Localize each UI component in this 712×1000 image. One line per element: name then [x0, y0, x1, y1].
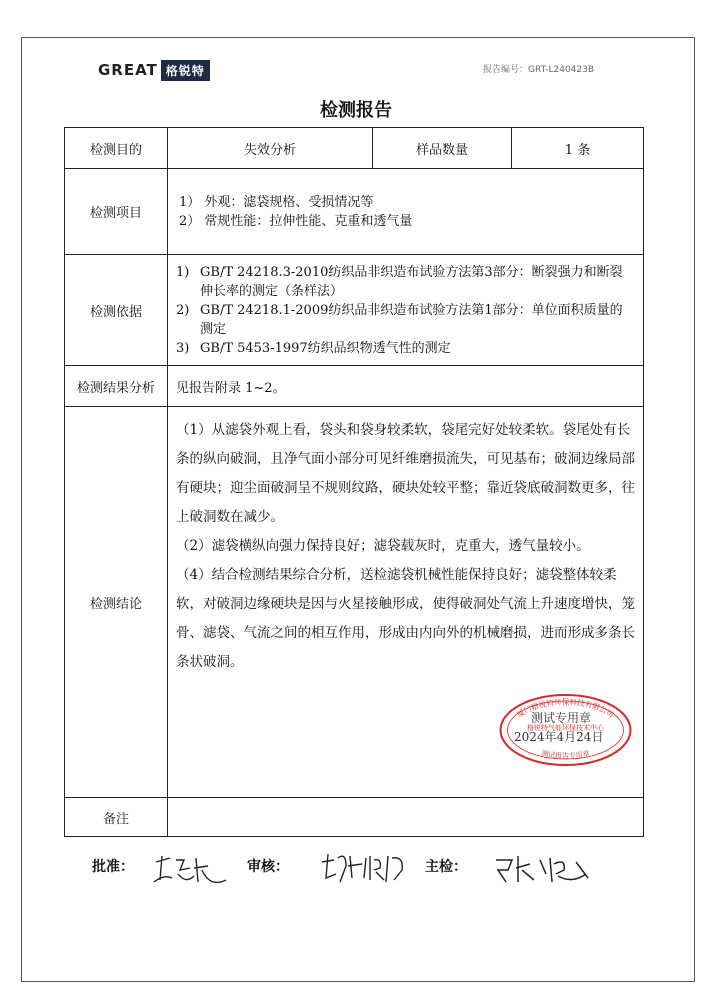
- purpose-row: [65, 128, 644, 169]
- items-list: [168, 193, 643, 231]
- conclusion-paragraph: （4）结合检测结果综合分析，送检滤袋机械性能保持良好；滤袋整体较柔软，对破洞边缘硬块是因与火星接触形成，使得破洞处气流上升速度增快，笼骨、滤袋、气流之间的相互作用，形成由内向外的机械磨损，进而形成多条长条状破洞。: [176, 567, 635, 670]
- analysis-label: 检测结果分析: [65, 366, 168, 407]
- conclusion-paragraph: （2）滤袋横纵向强力保持良好；滤袋载灰时，克重大，透气量较小。: [176, 538, 590, 554]
- list-text: GB/T 24218.3-2010纺织品非织造布试验方法第3部分：断裂强力和断裂伸长率的测定（条样法）: [200, 264, 623, 299]
- stamp-date: 2024年4月24日: [514, 730, 604, 744]
- list-number: 3): [176, 340, 190, 356]
- reviewer-signature: [318, 848, 410, 892]
- conclusion-cell: [168, 407, 644, 798]
- stamp-sub: 格锐特气能环保技术中心: [527, 724, 604, 732]
- stamp-title: 测试专用章: [531, 711, 592, 725]
- conclusion-text: [168, 416, 643, 677]
- basis-row: [65, 255, 644, 366]
- items-row: [65, 169, 644, 255]
- stamp-org: 厦门格锐特环保科技有限公司: [515, 697, 616, 720]
- items-cell: [168, 169, 644, 255]
- purpose-label: 检测目的: [65, 128, 168, 169]
- qty-label: 样品数量: [373, 128, 512, 169]
- approver-signature: [150, 848, 232, 892]
- remark-value: [168, 798, 644, 837]
- basis-label: 检测依据: [65, 255, 168, 366]
- items-label: 检测项目: [65, 169, 168, 255]
- conclusion-wrap: [168, 407, 643, 797]
- report-number: 报告编号：GRT-L240423B: [483, 65, 595, 75]
- logo-english: GREAT: [98, 61, 158, 79]
- remark-row: [65, 798, 644, 837]
- stamp-bottom: 测试报告专用章: [540, 749, 591, 761]
- review-label: 审核：: [247, 859, 289, 875]
- company-logo: [98, 60, 210, 80]
- svg-text:测试报告专用章: [541, 748, 591, 760]
- report-table: [64, 127, 644, 837]
- conclusion-paragraph: （1）从滤袋外观上看，袋头和袋身较柔软，袋尾完好处较柔软。袋尾处有长条的纵向破洞，且净气面小部分可见纤维磨损流失，可见基布；破洞边缘局部有硬块；迎尘面破洞呈不规则纹路，硬块处较平整；靠近袋底破洞数更多，往上破洞数在减少。: [176, 422, 635, 525]
- list-number: 2): [176, 302, 190, 318]
- analysis-row: [65, 366, 644, 407]
- list-number: 1): [176, 264, 190, 280]
- conclusion-label: 检测结论: [65, 407, 168, 798]
- list-item: 1） 外观：滤袋规格、受损情况等: [179, 194, 374, 210]
- qty-value: 1 条: [512, 128, 644, 169]
- inspector-signature: [492, 848, 602, 892]
- list-item: 2） 常规性能：拉伸性能、克重和透气量: [179, 213, 413, 229]
- approve-label: 批准：: [92, 859, 134, 875]
- page-title: 检测报告: [320, 100, 392, 121]
- remark-label: 备注: [65, 798, 168, 837]
- list-item: [168, 339, 635, 358]
- list-text: GB/T 24218.1-2009纺织品非织造布试验方法第1部分：单位面积质量的测定: [200, 302, 623, 337]
- list-item: [168, 301, 635, 339]
- signature-bar: [92, 848, 632, 892]
- list-item: [168, 263, 635, 301]
- inspect-label: 主检：: [425, 859, 467, 875]
- list-text: GB/T 5453-1997纺织品织物透气性的测定: [200, 340, 451, 356]
- basis-cell: [168, 255, 644, 366]
- purpose-value: 失效分析: [168, 128, 373, 169]
- logo-chinese: 格锐特: [161, 60, 210, 81]
- basis-list: [168, 263, 643, 358]
- conclusion-row: [65, 407, 644, 798]
- analysis-value: 见报告附录 1~2。: [168, 366, 644, 407]
